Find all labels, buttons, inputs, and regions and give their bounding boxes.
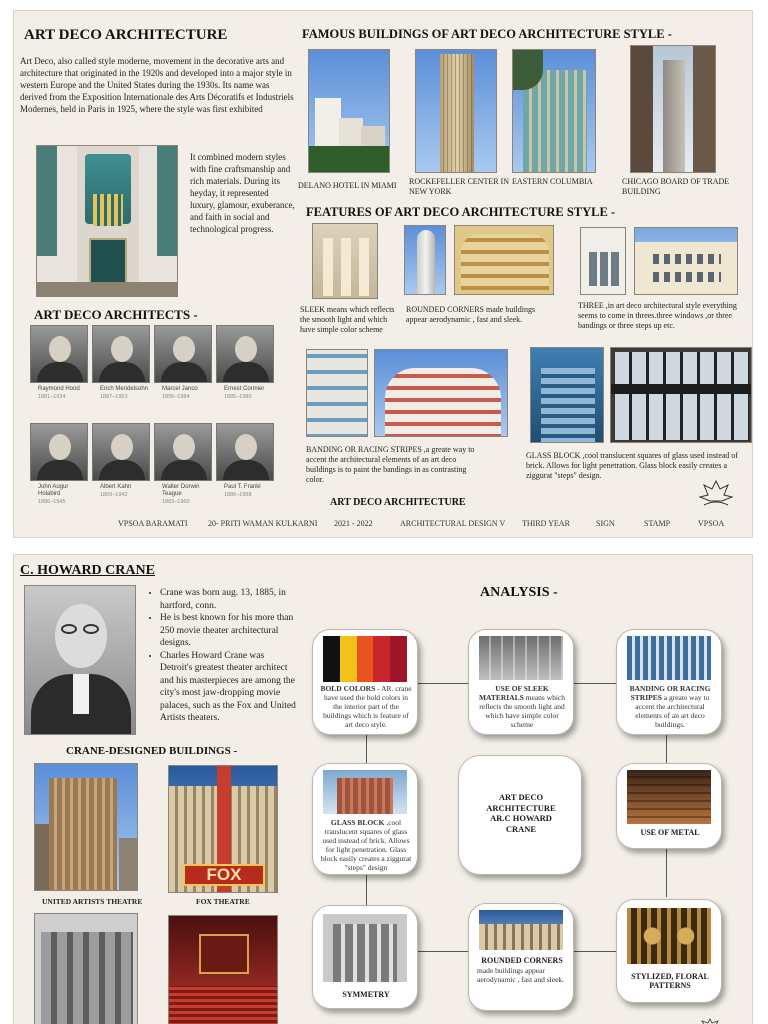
sleek-feature-photo xyxy=(312,223,378,299)
architect-portrait xyxy=(216,325,274,383)
architect-card xyxy=(30,325,88,400)
footer-college: VPSOA BARAMATI xyxy=(118,519,188,528)
sheet-c-howard-crane xyxy=(13,554,753,1024)
footer-year: 2021 - 2022 xyxy=(334,519,373,528)
three-feature-photo-2 xyxy=(634,227,738,295)
architects-title: ART DECO ARCHITECTS - xyxy=(34,307,198,322)
building-caption: UNITED ARTISTS THEATRE xyxy=(42,897,143,906)
color-swatch xyxy=(323,636,340,682)
rounded-feature-text: ROUNDED CORNERS made buildings appear aerodynamic , fast and sleek. xyxy=(406,305,536,324)
architect-years: 1881–1934 xyxy=(38,394,66,400)
crane-buildings-title: CRANE-DESIGNED BUILDINGS - xyxy=(66,745,238,757)
three-feature-text: THREE ,in art deco architectural style everything seems to come in threes.three windows ,or three bandings or three steps up etc. xyxy=(578,301,737,330)
eastern-columbia-photo xyxy=(512,49,596,173)
footer-student: 20- PRITI WAMAN KULKARNI xyxy=(208,519,318,528)
metal-label: USE OF METAL xyxy=(640,828,700,837)
analysis-node-banding xyxy=(616,629,722,735)
bold-colors-description: - AR. crane have used the bold colors in the interior part of the buildings which is feature of art deco style. xyxy=(323,684,412,729)
architect-portrait xyxy=(154,325,212,383)
architect-name: Marcel Janco xyxy=(162,386,198,392)
architect-card xyxy=(30,423,88,505)
famous-building-caption: DELANO HOTEL IN MIAMI xyxy=(298,181,397,190)
famous-building-caption: ROCKEFELLER CENTER IN NEW YORK xyxy=(409,177,509,196)
vpsoa-logo-icon xyxy=(696,479,736,511)
crane-portrait xyxy=(24,585,136,735)
famous-building-caption: CHICAGO BOARD OF TRADE BUILDING xyxy=(622,177,730,196)
famous-building-caption: EASTERN COLUMBIA xyxy=(512,177,593,186)
symmetry-label: SYMMETRY xyxy=(342,990,390,999)
analysis-node-glass-block xyxy=(312,763,418,875)
analysis-node-bold-colors xyxy=(312,629,418,735)
rounded-corners-text: made buildings appear aerodynamic , fast and sleek. xyxy=(477,966,565,984)
analysis-node-floral-patterns xyxy=(616,899,722,1003)
connector-line xyxy=(666,735,667,765)
footer-sign: SIGN xyxy=(596,519,615,528)
footer-title: ART DECO ARCHITECTURE xyxy=(330,497,466,508)
crane-bio-item: • Crane was born aug. 13, 1885, in hartford, conn. xyxy=(160,587,296,612)
banding-text xyxy=(623,684,717,729)
sleek-materials-text xyxy=(475,684,569,729)
sleek-feature-text: SLEEK means which reflects the smooth light and which have simple color scheme xyxy=(300,305,395,334)
banding-photo-1 xyxy=(306,349,368,437)
features-title: FEATURES OF ART DECO ARCHITECTURE STYLE - xyxy=(306,205,616,219)
analysis-node-sleek-materials xyxy=(468,629,574,735)
color-swatch xyxy=(373,636,390,682)
architect-portrait xyxy=(216,423,274,481)
banding-photo xyxy=(627,636,711,680)
combined-text: It combined modern styles with fine craftsmanship and rich materials. During its heyday, it represented luxury, glamour, exuberance, and faith in social and technological progress. xyxy=(190,152,295,234)
footer-class: THIRD YEAR xyxy=(522,519,570,528)
sheet-art-deco-architecture xyxy=(13,10,753,538)
banding-feature-text: BANDING OR RACING STRIPES ,a greate way to accent the architectural elements of an art deco buildings is to paint the bandings in as contrasting color. xyxy=(306,445,475,484)
crane-title: C. HOWARD CRANE xyxy=(20,563,155,578)
architect-name: Paul T. Frankl xyxy=(224,484,261,490)
crane-bio-list xyxy=(148,587,296,725)
glass-block-text xyxy=(319,818,413,872)
fox-sign: FOX xyxy=(183,864,265,886)
architect-card xyxy=(92,423,150,498)
analysis-node-rounded-corners xyxy=(468,903,574,1011)
intro-text: Art Deco, also called style moderne, movement in the decorative arts and architecture that originated in the 1920s and developed into a major style in western Europe and the United States during the 1930s. Its name was derived from the Exposition Internationale des Arts Décoratifs et Industriels Modernes, held in Paris in 1925, where the style was first exhibited xyxy=(20,56,294,114)
architect-portrait xyxy=(92,423,150,481)
rounded-corners-photo xyxy=(479,910,563,950)
architect-years: 1886–1945 xyxy=(38,499,66,505)
bold-colors-swatch xyxy=(323,636,407,682)
architect-years: 1887–1953 xyxy=(100,394,128,400)
famous-buildings-title: FAMOUS BUILDINGS OF ART DECO ARCHITECTURE STYLE - xyxy=(302,27,672,41)
architect-card xyxy=(216,325,274,400)
crane-bio-item: • He is best known for his more than 250 movie theater architectural designs. xyxy=(160,612,296,650)
glass-block-feature-text: GLASS BLOCK ,cool translucent squares of glass used instead of brick. Allows for light penetration. Glass block easily creates a ziggurat "steps" design. xyxy=(526,451,738,480)
rounded-corners-label: ROUNDED CORNERS xyxy=(481,956,563,965)
floral-patterns-label: STYLIZED, FLORAL PATTERNS xyxy=(631,972,709,990)
rounded-corners-photo-2 xyxy=(454,225,554,295)
rockefeller-center-photo xyxy=(415,49,497,173)
connector-line xyxy=(666,847,667,897)
architect-name: John Augur Holabird xyxy=(38,484,69,497)
sleek-materials-label: USE OF SLEEK MATERIALS xyxy=(478,684,549,702)
architect-portrait xyxy=(30,423,88,481)
theatre-facade-photo xyxy=(34,913,138,1024)
architect-card xyxy=(216,423,274,498)
architect-portrait xyxy=(154,423,212,481)
rounded-corners-photo-1 xyxy=(404,225,446,295)
architect-name: Raymond Hood xyxy=(38,386,80,392)
architect-years: 1883–1960 xyxy=(162,499,190,505)
vpsoa-logo-icon xyxy=(698,1015,722,1024)
symmetry-photo xyxy=(323,914,407,982)
fox-theatre-photo xyxy=(168,765,278,893)
sheet-title: ART DECO ARCHITECTURE xyxy=(24,27,228,43)
color-swatch xyxy=(340,636,357,682)
architect-portrait xyxy=(30,325,88,383)
architect-card xyxy=(92,325,150,400)
banding-description: a greate way to accent the architectural elements of an art deco buildings. xyxy=(635,693,710,729)
metal-photo xyxy=(627,770,711,824)
analysis-title: ANALYSIS - xyxy=(480,585,558,600)
footer-stamp: STAMP xyxy=(644,519,671,528)
architect-name: Albert Kahn xyxy=(100,484,132,490)
banding-photo-2 xyxy=(374,349,508,437)
three-feature-photo-1 xyxy=(580,227,626,295)
footer-subject: ARCHITECTURAL DESIGN V xyxy=(400,519,506,528)
architect-name: Erich Mendelsohn xyxy=(100,386,149,392)
glass-block-photo-2 xyxy=(610,347,752,443)
art-deco-facade-photo xyxy=(36,145,178,297)
sleek-materials-description: means which reflects the smooth light and which have simple color scheme xyxy=(479,693,566,729)
architect-portrait xyxy=(92,325,150,383)
glass-block-photo-1 xyxy=(530,347,604,443)
banding-label: BANDING OR RACING STRIPES xyxy=(629,684,711,702)
chicago-board-of-trade-photo xyxy=(630,45,716,173)
architect-years: 1895–1984 xyxy=(162,394,190,400)
analysis-center-node xyxy=(458,755,582,875)
color-swatch xyxy=(390,636,407,682)
center-node-text: ART DECO ARCHITECTURE AR.C HOWARD CRANE xyxy=(486,792,556,834)
crane-bio-item: • Charles Howard Crane was Detroit's greatest theater architect and his masterpieces are among the city's most jaw-dropping movie palaces, such as the Fox and United Artists theaters. xyxy=(160,650,296,725)
bold-colors-label: BOLD COLORS xyxy=(320,684,376,693)
sleek-materials-photo xyxy=(479,636,563,680)
architect-name: Ernest Cormier xyxy=(224,386,265,392)
architect-years: 1886–1958 xyxy=(224,492,252,498)
architect-card xyxy=(154,423,212,505)
architect-years: 1869–1942 xyxy=(100,492,128,498)
color-swatch xyxy=(357,636,374,682)
glass-block-photo xyxy=(323,770,407,814)
footer-logo-text: VPSOA xyxy=(698,519,725,528)
architect-years: 1885–1980 xyxy=(224,394,252,400)
connector-line xyxy=(366,735,367,765)
architect-card xyxy=(154,325,212,400)
theatre-interior-photo xyxy=(168,915,278,1024)
floral-pattern-photo xyxy=(627,908,711,964)
glass-block-label: GLASS BLOCK xyxy=(330,818,385,827)
bold-colors-text xyxy=(319,684,413,729)
analysis-node-metal xyxy=(616,763,722,849)
architect-name: Walter Dorwin Teague xyxy=(162,484,200,497)
analysis-node-symmetry xyxy=(312,905,418,1009)
building-caption: FOX THEATRE xyxy=(196,897,250,906)
glass-block-description: ,cool translucent squares of glass used instead of brick. Allows for light penetration. Glass block easily creates a ziggurat "steps" design xyxy=(320,818,412,872)
delano-hotel-photo xyxy=(308,49,390,173)
united-artists-theatre-photo xyxy=(34,763,138,891)
